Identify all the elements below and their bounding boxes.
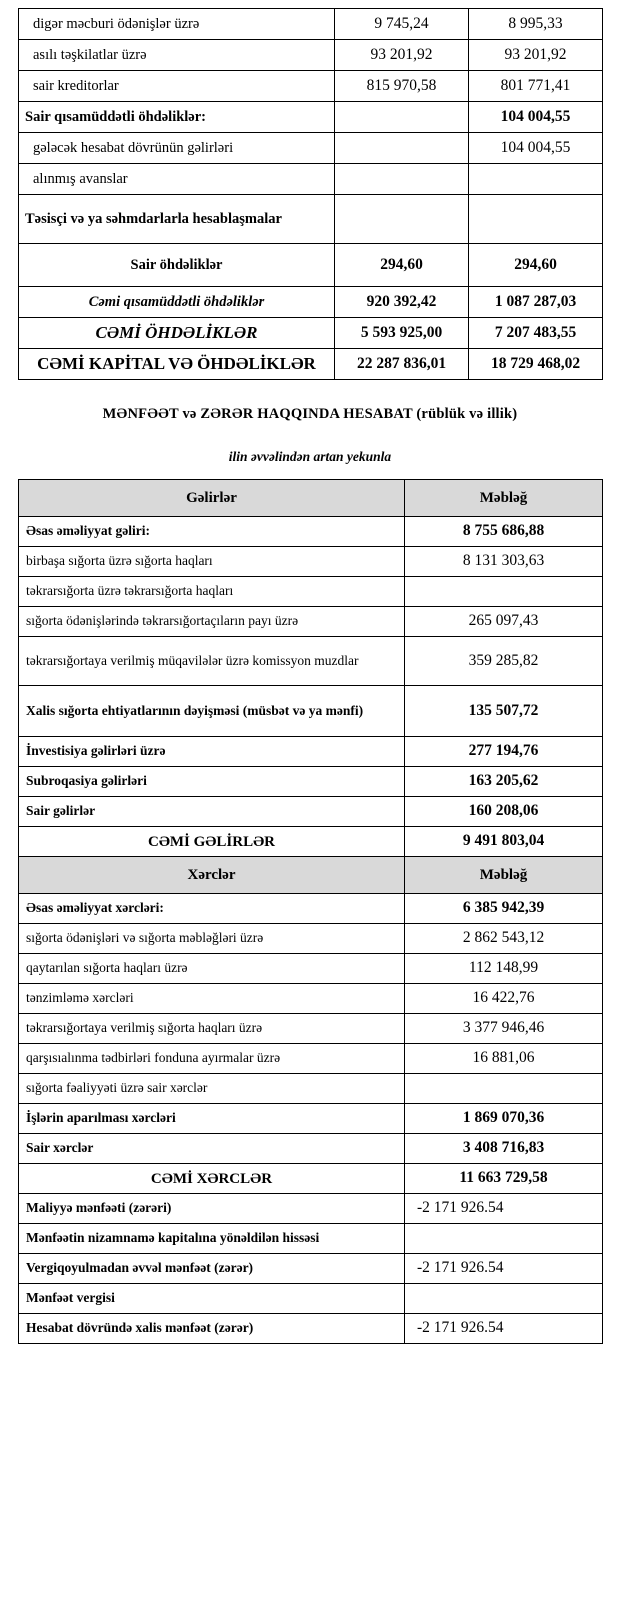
table-row	[19, 349, 603, 380]
table-row	[19, 102, 603, 133]
row-amount: 112 148,99	[405, 954, 603, 984]
row-value-2	[469, 164, 603, 195]
row-value-2: 801 771,41	[469, 71, 603, 102]
row-value-1: 9 745,24	[335, 9, 469, 40]
table-row	[19, 1014, 603, 1044]
row-label: CƏMİ KAPİTAL VƏ ÖHDƏLİKLƏR	[19, 349, 335, 380]
table-row	[19, 1314, 603, 1344]
table-row	[19, 164, 603, 195]
table-row	[19, 894, 603, 924]
row-label: CƏMİ ÖHDƏLİKLƏR	[19, 318, 335, 349]
table-row	[19, 924, 603, 954]
row-label: tənzimləmə xərcləri	[19, 984, 405, 1014]
income-total-amount: 9 491 803,04	[405, 827, 603, 857]
row-label: alınmış avanslar	[19, 164, 335, 195]
expenses-total-row	[19, 1164, 603, 1194]
table-row	[19, 1044, 603, 1074]
row-value-1: 93 201,92	[335, 40, 469, 71]
row-label: Subroqasiya gəlirləri	[19, 767, 405, 797]
table-row	[19, 797, 603, 827]
row-amount: -2 171 926.54	[405, 1194, 603, 1224]
row-amount: 3 377 946,46	[405, 1014, 603, 1044]
row-amount: 2 862 543,12	[405, 924, 603, 954]
table-row	[19, 954, 603, 984]
row-label: Maliyyə mənfəəti (zərəri)	[19, 1194, 405, 1224]
row-label: Sair öhdəliklər	[19, 244, 335, 287]
table-row	[19, 1104, 603, 1134]
row-label: birbaşa sığorta üzrə sığorta haqları	[19, 547, 405, 577]
row-label: Təsisçi və ya səhmdarlarla hesablaşmalar	[19, 195, 335, 244]
row-amount: 16 881,06	[405, 1044, 603, 1074]
income-header-amount: Məbləğ	[405, 480, 603, 517]
row-amount: 265 097,43	[405, 607, 603, 637]
table-row	[19, 195, 603, 244]
row-amount: 135 507,72	[405, 686, 603, 737]
income-header-row	[19, 480, 603, 517]
row-label: Sair qısamüddətli öhdəliklər:	[19, 102, 335, 133]
income-total-row	[19, 827, 603, 857]
expenses-header-label: Xərclər	[19, 857, 405, 894]
row-label: digər məcburi ödənişlər üzrə	[19, 9, 335, 40]
row-value-2: 93 201,92	[469, 40, 603, 71]
row-amount	[405, 1284, 603, 1314]
row-value-2: 18 729 468,02	[469, 349, 603, 380]
row-value-1: 920 392,42	[335, 287, 469, 318]
row-label: asılı təşkilatlar üzrə	[19, 40, 335, 71]
row-label: Hesabat dövründə xalis mənfəət (zərər)	[19, 1314, 405, 1344]
row-amount: -2 171 926.54	[405, 1314, 603, 1344]
row-value-1: 22 287 836,01	[335, 349, 469, 380]
row-label: Sair gəlirlər	[19, 797, 405, 827]
row-value-2: 7 207 483,55	[469, 318, 603, 349]
row-label: Mənfəət vergisi	[19, 1284, 405, 1314]
row-value-1: 5 593 925,00	[335, 318, 469, 349]
row-value-1: 815 970,58	[335, 71, 469, 102]
row-value-2	[469, 195, 603, 244]
row-amount: 277 194,76	[405, 737, 603, 767]
row-label: sığorta ödənişlərində təkrarsığortaçıların payı üzrə	[19, 607, 405, 637]
row-amount: 8 755 686,88	[405, 517, 603, 547]
row-label: sair kreditorlar	[19, 71, 335, 102]
table-row	[19, 71, 603, 102]
table-row	[19, 318, 603, 349]
table-row	[19, 607, 603, 637]
table-row	[19, 244, 603, 287]
row-value-2: 294,60	[469, 244, 603, 287]
row-label: təkrarsığortaya verilmiş müqavilələr üzrə komissyon muzdlar	[19, 637, 405, 686]
row-label: Mənfəətin nizamnamə kapitalına yönəldilən hissəsi	[19, 1224, 405, 1254]
row-label: qaytarılan sığorta haqları üzrə	[19, 954, 405, 984]
row-amount: -2 171 926.54	[405, 1254, 603, 1284]
report-title: MƏNFƏƏT və ZƏRƏR HAQQINDA HESABAT (rüblük və illik)	[102, 406, 518, 422]
table-row	[19, 547, 603, 577]
row-label: Xalis sığorta ehtiyatlarının dəyişməsi (müsbət və ya mənfi)	[19, 686, 405, 737]
document-page	[0, 8, 620, 1372]
row-label: Vergiqoyulmadan əvvəl mənfəət (zərər)	[19, 1254, 405, 1284]
row-amount	[405, 1074, 603, 1104]
table-row	[19, 287, 603, 318]
page-bottom-spacer	[0, 1344, 620, 1372]
row-value-2: 104 004,55	[469, 102, 603, 133]
row-amount	[405, 1224, 603, 1254]
balance-sheet-tail-table	[18, 8, 603, 380]
row-label: Əsas əməliyyat gəliri:	[19, 517, 405, 547]
row-label: Cəmi qısamüddətli öhdəliklər	[19, 287, 335, 318]
income-total-label: CƏMİ GƏLİRLƏR	[19, 827, 405, 857]
table-row	[19, 637, 603, 686]
income-header-label: Gəlirlər	[19, 480, 405, 517]
table-row	[19, 9, 603, 40]
table-row	[19, 133, 603, 164]
row-value-2: 8 995,33	[469, 9, 603, 40]
row-amount: 8 131 303,63	[405, 547, 603, 577]
row-value-1: 294,60	[335, 244, 469, 287]
table-row	[19, 1254, 603, 1284]
expenses-total-amount: 11 663 729,58	[405, 1164, 603, 1194]
table-row	[19, 767, 603, 797]
row-label: təkrarsığortaya verilmiş sığorta haqları üzrə	[19, 1014, 405, 1044]
table-row	[19, 40, 603, 71]
table-row	[19, 984, 603, 1014]
row-label: Sair xərclər	[19, 1134, 405, 1164]
row-value-2: 1 087 287,03	[469, 287, 603, 318]
row-amount: 3 408 716,83	[405, 1134, 603, 1164]
row-value-1	[335, 133, 469, 164]
expenses-header-amount: Məbləğ	[405, 857, 603, 894]
profit-loss-table	[18, 479, 603, 1344]
row-label: İşlərin aparılması xərcləri	[19, 1104, 405, 1134]
row-value-2: 104 004,55	[469, 133, 603, 164]
row-label: sığorta ödənişləri və sığorta məbləğləri üzrə	[19, 924, 405, 954]
row-value-1	[335, 164, 469, 195]
row-amount	[405, 577, 603, 607]
row-amount: 163 205,62	[405, 767, 603, 797]
row-label: gələcək hesabat dövrünün gəlirləri	[19, 133, 335, 164]
table-row	[19, 577, 603, 607]
expenses-total-label: CƏMİ XƏRCLƏR	[19, 1164, 405, 1194]
table-row	[19, 1074, 603, 1104]
row-label: İnvestisiya gəlirləri üzrə	[19, 737, 405, 767]
row-label: qarşısıalınma tədbirləri fonduna ayırmalar üzrə	[19, 1044, 405, 1074]
row-amount: 16 422,76	[405, 984, 603, 1014]
row-amount: 359 285,82	[405, 637, 603, 686]
row-value-1	[335, 102, 469, 133]
report-subtitle: ilin əvvəlindən artan yekunla	[228, 449, 392, 464]
table-row	[19, 1224, 603, 1254]
table-row	[19, 517, 603, 547]
row-label: sığorta fəaliyyəti üzrə sair xərclər	[19, 1074, 405, 1104]
row-amount: 1 869 070,36	[405, 1104, 603, 1134]
row-value-1	[335, 195, 469, 244]
table-row	[19, 1284, 603, 1314]
row-amount: 6 385 942,39	[405, 894, 603, 924]
row-label: təkrarsığorta üzrə təkrarsığorta haqları	[19, 577, 405, 607]
table-row	[19, 1194, 603, 1224]
row-label: Əsas əməliyyat xərcləri:	[19, 894, 405, 924]
row-amount: 160 208,06	[405, 797, 603, 827]
table-row	[19, 737, 603, 767]
table-row	[19, 686, 603, 737]
expenses-header-row	[19, 857, 603, 894]
table-row	[19, 1134, 603, 1164]
